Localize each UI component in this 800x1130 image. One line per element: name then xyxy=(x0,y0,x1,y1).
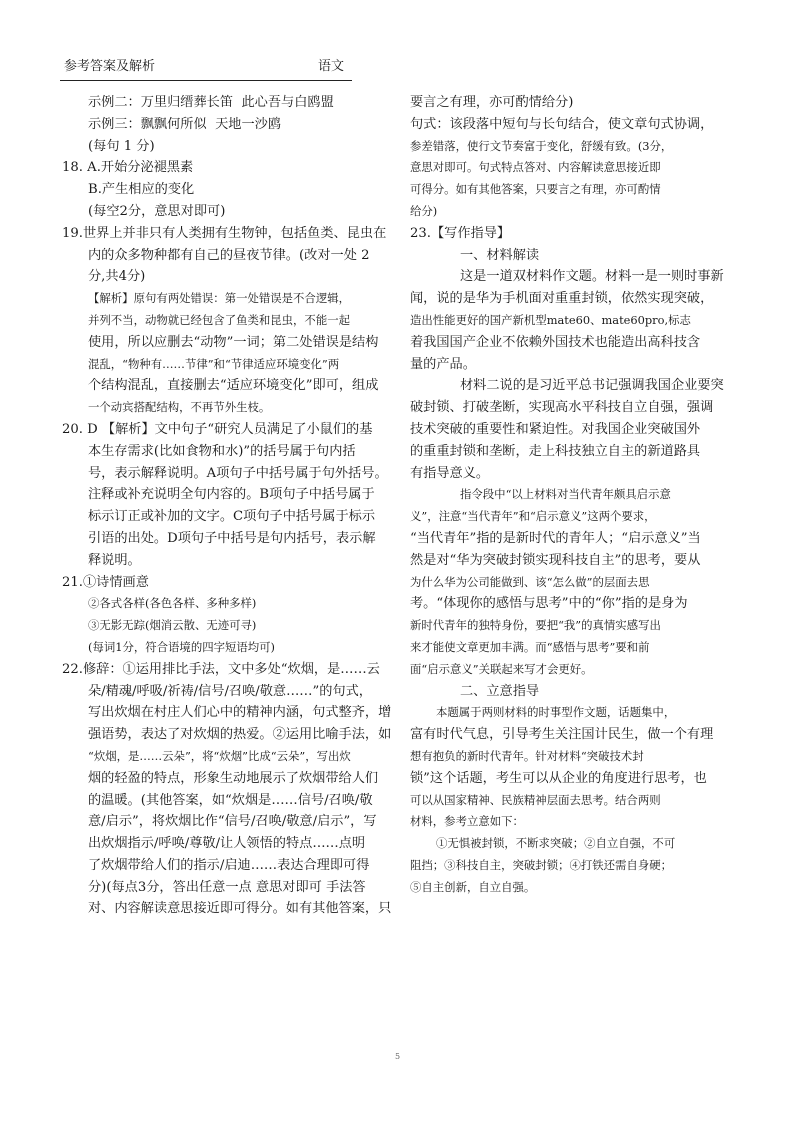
text-line: 注释或补充说明全句内容的。B项句子中括号属于 xyxy=(88,487,375,503)
text-line: 想有抱负的新时代青年。针对材料“突破技术封 xyxy=(410,748,644,763)
text-line: 的重重封锁和垄断，走上科技独立自主的新道路具 xyxy=(410,443,701,459)
text-line: 22.修辞：①运用排比手法，文中多处“炊烟，是……云 xyxy=(62,661,380,677)
text-line: B.产生相应的变化 xyxy=(88,182,195,198)
text-line: 技术突破的重要性和紧迫性。对我国企业突破国外 xyxy=(410,421,701,437)
text-line: 23.【写作指导】 xyxy=(410,225,511,241)
text-line: 出炊烟指示/呼唤/尊敬/让人领悟的特点……点明 xyxy=(88,836,366,852)
text-line: (每空2分，意思对即可) xyxy=(88,203,226,219)
text-line: 指令段中“以上材料对当代青年颇具启示意 xyxy=(460,487,671,502)
text-line: (每词1分，符合语境的四字短语均可) xyxy=(88,639,275,654)
text-line: 这是一道双材料作文题。材料一是一则时事新 xyxy=(460,269,724,285)
text-line: 写出炊烟在村庄人们心中的精神内涵，句式整齐，增 xyxy=(88,705,392,721)
text-line: 量的产品。 xyxy=(410,356,476,372)
text-line: ⑤自主创新，自立自强。 xyxy=(410,879,536,894)
text-line: “当代青年”指的是新时代的青年人；“启示意义”当 xyxy=(410,530,701,546)
text-line: 示例二：万里归缙葬长笛 此心吾与白鸥盟 xyxy=(88,95,334,110)
text-line: ③无影无踪(烟消云散、无迹可寻) xyxy=(88,618,257,633)
text-line: 本生存需求(比如食物和水)”的括号属于句内括 xyxy=(88,443,356,459)
text-line: 强语势，表达了对炊烟的热爱。②运用比喻手法，如 xyxy=(88,727,392,743)
text-line: 本题属于两则材料的时事型作文题，话题集中， xyxy=(436,705,676,720)
text-line: 来才能使文章更加丰满。而“感悟与思考”要和前 xyxy=(410,639,650,654)
text-line: 分,共4分) xyxy=(88,269,146,285)
text-line: 二、立意指导 xyxy=(460,683,540,699)
text-line: 一、材料解读 xyxy=(460,247,540,263)
text-line: 考。“体现你的感悟与思考”中的“你”指的是身为 xyxy=(410,596,688,612)
text-line: ①无惧被封锁，不断求突破；②自立自强，不可 xyxy=(436,836,676,851)
text-line: “炊烟，是……云朵”，将“炊烟”比成“云朵”，写出炊 xyxy=(88,748,351,763)
text-line: 可以从国家精神、民族精神层面去思考。结合两则 xyxy=(410,792,661,807)
text-line: 参差错落，使行文节奏富于变化，舒缓有致。(3分， xyxy=(410,138,673,153)
header-title: 参考答案及解析 xyxy=(64,59,156,74)
text-line: 【解析】原句有两处错误：第一处错误是不合逻辑， xyxy=(88,291,350,306)
text-line: ②各式各样(各色各样、多种多样) xyxy=(88,596,257,611)
text-line: 并列不当，动物就已经包含了鱼类和昆虫，不能一起 xyxy=(88,312,350,327)
page-number: 5 xyxy=(395,1052,401,1061)
text-line: 然是对“华为突破封锁实现科技自主”的思考，要从 xyxy=(410,552,701,568)
text-line: 标示订正或补加的文字。C项句子中括号属于标示 xyxy=(88,509,376,525)
text-line: 混乱，“物种有……节律”和“节律适应环境变化”两 xyxy=(88,356,340,371)
text-line: 面“启示意义”关联起来写才会更好。 xyxy=(410,661,593,676)
text-line: 18. A.开始分泌褪黑素 xyxy=(62,160,194,176)
right-column xyxy=(410,92,780,898)
text-line: 可得分。如有其他答案，只要言之有理，亦可酌情 xyxy=(410,182,661,197)
text-line: 分)(每点3分，答出任意一点 意思对即可 手法答 xyxy=(88,879,366,895)
text-line: 号，表示解释说明。A项句子中括号属于句外括号。 xyxy=(88,465,388,481)
text-line: 锁”这个话题，考生可以从企业的角度进行思考，也 xyxy=(410,770,707,786)
text-line: (每句 1 分) xyxy=(88,138,155,154)
text-line: 引语的出处。D项句子中括号是句内括号，表示解 xyxy=(88,530,376,546)
text-line: 材料，参考立意如下： xyxy=(410,814,524,829)
text-line: 的温暖。(其他答案，如“炊烟是……信号/召唤/敬 xyxy=(88,792,373,808)
text-line: 释说明。 xyxy=(88,552,141,568)
text-line: 19.世界上并非只有人类拥有生物钟，包括鱼类、昆虫在 xyxy=(62,225,387,241)
text-line: 20. D 【解析】文中句子“研究人员满足了小鼠们的基 xyxy=(62,421,373,437)
text-line: 给分) xyxy=(410,203,438,218)
text-line: 使用，所以应删去“动物”一词；第二处错误是结构 xyxy=(88,334,379,350)
text-line: 着我国国产企业不依赖外国技术也能造出高科技含 xyxy=(410,334,701,350)
text-line: 意思对即可。句式特点答对、内容解读意思接近即 xyxy=(410,160,661,175)
text-line: 朵/精魂/呼吸/祈祷/信号/召唤/敬意……”的句式， xyxy=(88,683,372,699)
text-line: 富有时代气息，引导考生关注国计民生，做一个有理 xyxy=(410,727,714,743)
text-line: 了炊烟带给人们的指示/启迪……表达合理即可得 xyxy=(88,857,370,873)
text-line: 有指导意义。 xyxy=(410,465,490,481)
text-line: 个结构混乱，直接删去“适应环境变化”即可，组成 xyxy=(88,378,379,394)
text-line: 要言之有理，亦可酌情给分) xyxy=(410,95,574,110)
text-line: 闻，说的是华为手机面对重重封锁，依然实现突破， xyxy=(410,291,714,307)
page-header xyxy=(60,58,352,81)
left-column xyxy=(62,92,402,920)
text-line: 对、内容解读意思接近即可得分。如有其他答案，只 xyxy=(88,901,392,917)
text-line: 造出性能更好的国产新机型mate60、mate60pro,标志 xyxy=(410,312,691,327)
text-line: 阻挡；③科技自主，突破封锁；④打铁还需自身硬； xyxy=(410,857,672,872)
text-line: 破封锁、打破垄断，实现高水平科技自立自强，强调 xyxy=(410,400,714,416)
text-line: 烟的轻盈的特点，形象生动地展示了炊烟带给人们 xyxy=(88,770,379,786)
text-line: 21.①诗情画意 xyxy=(62,574,149,590)
text-line: 内的众多物种都有自己的昼夜节律。(改对一处 2 xyxy=(88,247,370,263)
text-line: 义”，注意“当代青年”和“启示意义”这两个要求， xyxy=(410,509,656,524)
text-line: 为什么华为公司能做到、该“怎么做”的层面去思 xyxy=(410,574,650,589)
text-line: 句式：该段落中短句与长句结合，使文章句式协调， xyxy=(410,116,714,132)
text-line: 意/启示”，将炊烟比作“信号/召唤/敬意/启示”，写 xyxy=(88,814,377,830)
text-line: 一个动宾搭配结构，不再节外生枝。 xyxy=(88,400,271,415)
text-line: 示例三：飘飘何所似 天地一沙鸥 xyxy=(88,116,282,132)
text-line: 新时代青年的独特身份，要把“我”的真情实感写出 xyxy=(410,618,661,633)
text-line: 材料二说的是习近平总书记强调我国企业要突 xyxy=(460,378,724,394)
header-subject: 语文 xyxy=(318,59,345,74)
